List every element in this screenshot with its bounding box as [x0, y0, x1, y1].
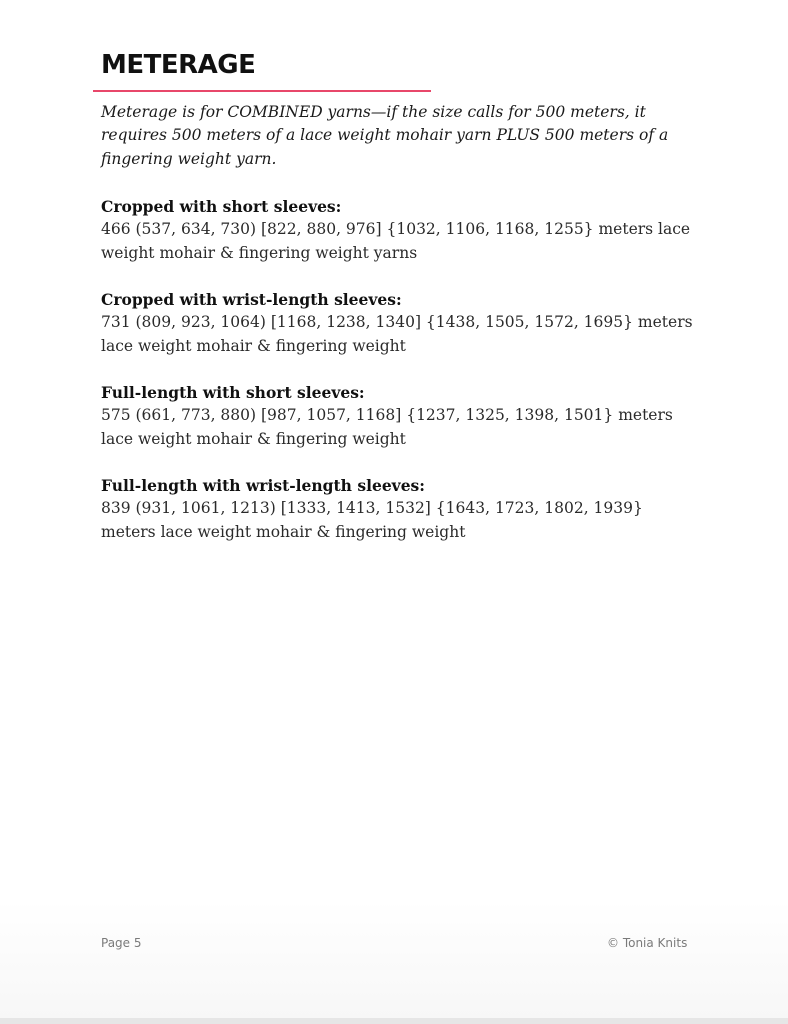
section-cropped-short-sleeves [101, 195, 701, 265]
section-heading: Cropped with wrist-length sleeves: [101, 290, 402, 309]
section-body: 839 (931, 1061, 1213) [1333, 1413, 1532] {1643, 1723, 1802, 1939} meters lace weight mohair & fingering weight [101, 499, 643, 541]
page-bottom-edge [0, 1018, 788, 1024]
section-heading: Full-length with wrist-length sleeves: [101, 476, 426, 495]
section-body: 575 (661, 773, 880) [987, 1057, 1168] {1237, 1325, 1398, 1501} meters lace weight mohair & fingering weight [101, 406, 673, 448]
section-heading: Full-length with short sleeves: [101, 383, 365, 402]
section-heading: Cropped with short sleeves: [101, 197, 342, 216]
section-body: 731 (809, 923, 1064) [1168, 1238, 1340] {1438, 1505, 1572, 1695} meters lace weight mohair & fingering weight [101, 313, 693, 355]
section-full-wrist-sleeves [101, 474, 701, 544]
meterage-intro: Meterage is for COMBINED yarns—if the size calls for 500 meters, it requires 500 meters of a lace weight mohair yarn PLUS 500 meters of a fingering weight yarn. [101, 103, 669, 168]
page-title: METERAGE [101, 50, 256, 80]
page-number: Page 5 [101, 936, 142, 950]
section-cropped-wrist-sleeves [101, 288, 701, 358]
section-body: 466 (537, 634, 730) [822, 880, 976] {1032, 1106, 1168, 1255} meters lace weight mohair & fingering weight yarns [101, 220, 691, 262]
copyright-notice: © Tonia Knits [607, 936, 688, 950]
section-full-short-sleeves [101, 381, 701, 451]
title-underline [93, 90, 431, 92]
